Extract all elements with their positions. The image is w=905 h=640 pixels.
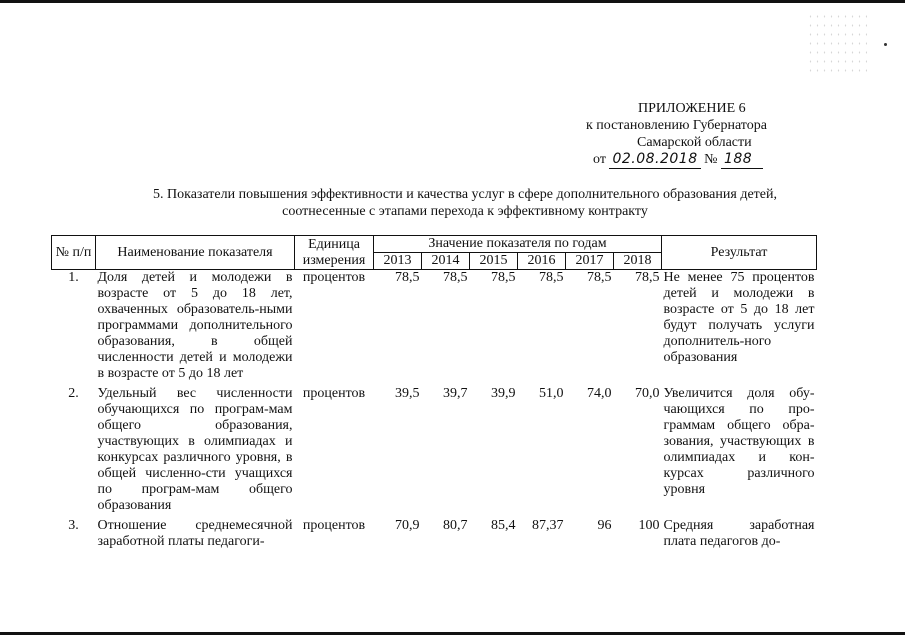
section-title-line-2: соотнесенные с этапами перехода к эффективному контракту xyxy=(282,204,648,219)
value-cell: 78,5 xyxy=(491,270,516,285)
bottom-border-line xyxy=(0,632,905,635)
result-cell: Увеличится доля обу-чающихся по про-граммам общего обра-зования, участвующих в олимпиадах и кон-курсах различного уровня xyxy=(663,386,815,497)
scan-dot xyxy=(884,43,887,46)
table-row xyxy=(52,270,817,383)
value-cell: 70,9 xyxy=(395,518,420,533)
value-cell: 78,5 xyxy=(395,270,420,285)
handwritten-date: 02.08.2018 xyxy=(609,151,700,169)
header-indicator-name: Наименование показателя xyxy=(96,236,295,270)
value-cell: 39,5 xyxy=(395,386,420,401)
unit-cell: процентов xyxy=(302,386,366,401)
handwritten-number: 188 xyxy=(721,151,763,169)
table-row xyxy=(52,386,817,514)
header-result: Результат xyxy=(662,236,817,270)
value-cell: 80,7 xyxy=(443,518,468,533)
section-title xyxy=(80,186,850,220)
value-cell: 51,0 xyxy=(539,386,564,401)
top-border-line xyxy=(0,0,905,3)
scan-noise xyxy=(807,12,867,72)
value-cell: 78,5 xyxy=(443,270,468,285)
value-cell: 70,0 xyxy=(635,386,660,401)
appendix-line-2: к постановлению Губернатора xyxy=(586,118,767,133)
result-cell: Не менее 75 процентов детей и молодежи в возрасте от 5 до 18 лет будут получать услуги дополнитель-ного образования xyxy=(663,270,815,365)
number-prefix: № xyxy=(704,152,718,167)
value-cell: 74,0 xyxy=(587,386,612,401)
value-cell: 78,5 xyxy=(587,270,612,285)
value-cell: 39,7 xyxy=(443,386,468,401)
header-year: 2015 xyxy=(470,253,518,270)
row-number: 3. xyxy=(68,518,79,533)
table-row xyxy=(52,518,817,550)
header-year: 2016 xyxy=(518,253,566,270)
appendix-line-3: Самарской области xyxy=(637,135,752,150)
value-cell: 85,4 xyxy=(491,518,516,533)
unit-cell: процентов xyxy=(302,270,366,285)
section-title-line-1: 5. Показатели повышения эффективности и качества услуг в сфере дополнительного образования детей, xyxy=(153,187,777,202)
appendix-date-line xyxy=(593,151,763,169)
date-prefix: от xyxy=(593,152,606,167)
indicator-name: Отношение среднемесячной заработной платы педагоги- xyxy=(97,518,293,549)
unit-cell: процентов xyxy=(302,518,366,533)
header-year: 2017 xyxy=(566,253,614,270)
row-number: 2. xyxy=(68,386,79,401)
value-cell: 100 xyxy=(638,518,660,533)
indicators-table xyxy=(51,235,817,550)
value-cell: 78,5 xyxy=(635,270,660,285)
value-cell: 39,9 xyxy=(491,386,516,401)
header-values-by-year: Значение показателя по годам xyxy=(374,236,662,253)
value-cell: 78,5 xyxy=(539,270,564,285)
header-number: № п/п xyxy=(52,236,96,270)
header-year: 2013 xyxy=(374,253,422,270)
appendix-title: ПРИЛОЖЕНИЕ 6 xyxy=(638,101,746,116)
row-number: 1. xyxy=(68,270,79,285)
indicator-name: Доля детей и молодежи в возрасте от 5 до 18 лет, охваченных образователь-ными программами дополнительного образования, в общей численности детей и молодежи в возрасте от 5 до 18 лет xyxy=(97,270,293,381)
header-unit: Единица измерения xyxy=(295,236,374,270)
result-cell: Средняя заработная плата педагогов до- xyxy=(663,518,815,549)
header-year: 2014 xyxy=(422,253,470,270)
header-year: 2018 xyxy=(614,253,662,270)
value-cell: 96 xyxy=(597,518,612,533)
value-cell: 87,37 xyxy=(532,518,564,533)
indicator-name: Удельный вес численности обучающихся по програм-мам общего образования, участвующих в олимпиадах и конкурсах различного уровня, в общей численно-сти учащихся по програм-мам общего образования xyxy=(97,386,293,513)
